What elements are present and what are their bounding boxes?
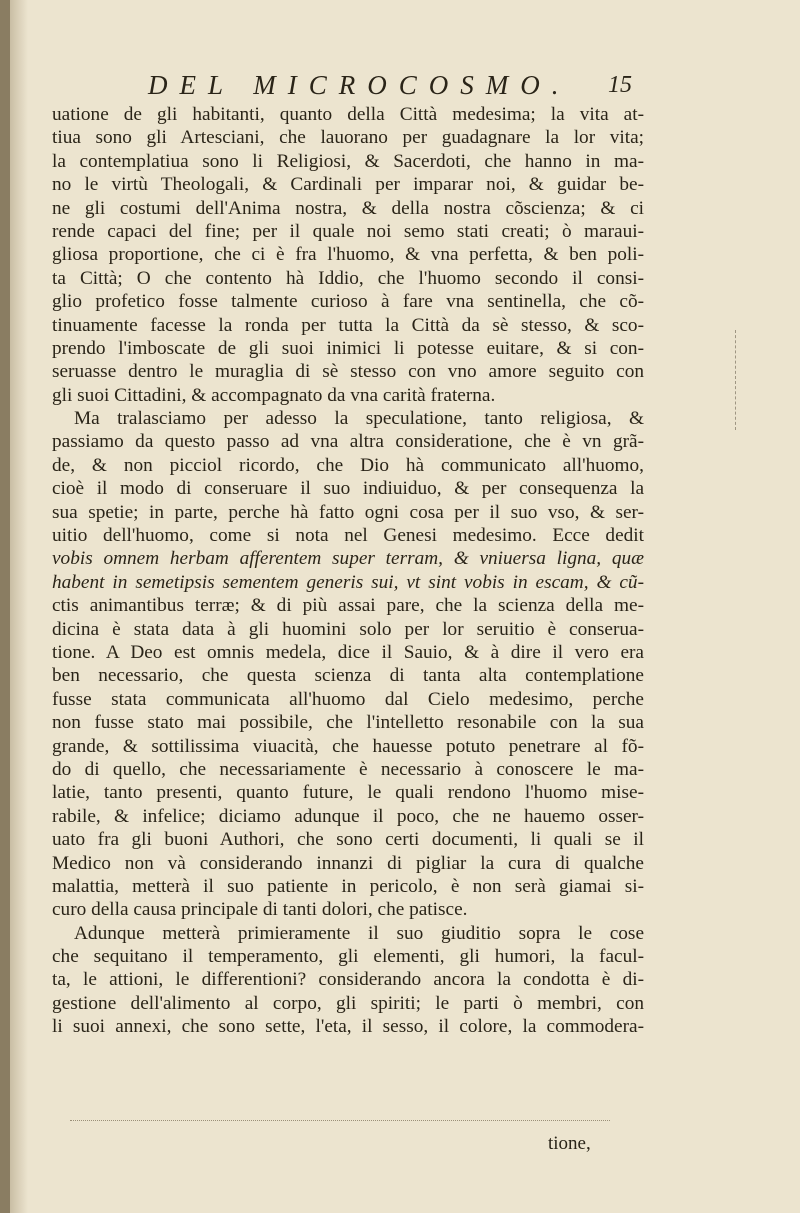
text-line: dicina è stata data à gli huomini solo per lor seruitio è conserua- <box>52 618 644 640</box>
page-number: 15 <box>608 72 632 98</box>
text-line: passiamo da questo passo ad vna altra consideratione, che è vn grã- <box>52 431 644 453</box>
text-line: tinuamente facesse la ronda per tutta la Città da sè stesso, & sco- <box>52 314 644 336</box>
text-line: seruasse dentro le muraglia di sè stesso con vno amore seguito con <box>52 361 644 383</box>
text-line: gli suoi Cittadini, & accompagnato da vna carità fraterna. <box>52 384 496 406</box>
text-line: glio profetico fosse talmente curioso à fare vna sentinella, che cõ- <box>52 291 644 313</box>
text-line: latie, tanto presenti, quanto future, le quali rendono l'huomo mise- <box>52 782 644 804</box>
text-line: tiua sono gli Artesciani, che lauorano per guadagnare la lor vita; <box>52 127 644 149</box>
text-line: Adunque metterà primieramente il suo giuditio sopra le cose <box>74 922 644 944</box>
text-line: prendo l'imboscate de gli suoi inimici li potesse euitare, & si con- <box>52 337 644 359</box>
text-line: malattia, metterà il suo patiente in pericolo, è non serà giamai si- <box>52 875 644 897</box>
text-line: uato fra gli buoni Authori, che sono certi documenti, li quali se il <box>52 829 644 851</box>
text-line: cioè il modo di conseruare il suo indiuiduo, & per consequenza la <box>52 478 644 500</box>
text-line: vobis omnem herbam afferentem super terram, & vniuersa ligna, quæ <box>52 548 644 570</box>
body-text <box>52 103 644 1039</box>
text-line: non fusse stato mai possibile, che l'intelletto resonabile con la sua <box>52 712 644 734</box>
page-gutter-shadow <box>10 0 28 1213</box>
text-line: ta, le attioni, le differentioni? considerando ancora la condotta è di- <box>52 969 644 991</box>
text-line: la contemplatiua sono li Religiosi, & Sacerdoti, che hanno in ma- <box>52 150 644 172</box>
text-line: ne gli costumi dell'Anima nostra, & della nostra cõscienza; & ci <box>52 197 644 219</box>
text-line: tione. A Deo est omnis medela, dice il Sauio, & à dire il vero era <box>52 641 644 663</box>
text-line: no le virtù Theologali, & Cardinali per imparar noi, & guidar be- <box>52 174 644 196</box>
text-line: fusse stata communicata all'huomo dal Cielo medesimo, perche <box>52 688 644 710</box>
page-footer-rule <box>70 1120 610 1122</box>
text-line: do di quello, che necessariamente è necessario à conoscere le ma- <box>52 758 644 780</box>
margin-bleed-mark <box>735 330 739 430</box>
text-line: de, & non picciol ricordo, che Dio hà communicato all'huomo, <box>52 454 644 476</box>
text-line: gliosa proportione, che ci è fra l'huomo, & vna perfetta, & ben poli- <box>52 244 644 266</box>
text-line: sua spetie; in parte, perche hà fatto ogni cosa per il suo vso, & ser- <box>52 501 644 523</box>
text-line: Ma tralasciamo per adesso la speculatione, tanto religiosa, & <box>74 408 644 430</box>
text-line: rende capaci del fine; per il quale noi semo stati creati; ò maraui- <box>52 220 644 242</box>
text-line: rabile, & infelice; diciamo adunque il poco, che ne hauemo osser- <box>52 805 644 827</box>
text-line: ctis animantibus terræ; & di più assai pare, che la scienza della me- <box>52 595 644 617</box>
catchword: tione, <box>548 1133 591 1154</box>
text-line: li suoi annexi, che sono sette, l'eta, il sesso, il colore, la commodera- <box>52 1016 644 1038</box>
text-line: ben necessario, che questa scienza di tanta alta contemplatione <box>52 665 644 687</box>
page-binding-edge <box>0 0 10 1213</box>
text-line: grande, & sottilissima viuacità, che hauesse potuto penetrare al fõ- <box>52 735 644 757</box>
text-line: uitio dell'huomo, come si nota nel Genesi medesimo. Ecce dedit <box>52 525 644 547</box>
text-line: uatione de gli habitanti, quanto della Città medesima; la vita at- <box>52 104 644 125</box>
text-line: habent in semetipsis sementem generis sui, vt sint vobis in escam, & cũ- <box>52 571 644 593</box>
text-line: che sequitano il temperamento, gli elementi, gli humori, la facul- <box>52 946 644 968</box>
text-line: gestione dell'alimento al corpo, gli spiriti; le parti ò membri, con <box>52 992 644 1014</box>
text-line: Medico non và considerando innanzi di pigliar la cura di qualche <box>52 852 644 874</box>
text-line: ta Città; O che contento hà Iddio, che l'huomo secondo il consi- <box>52 267 644 289</box>
text-line: curo della causa principale di tanti dolori, che patisce. <box>52 899 468 921</box>
running-head: DEL MICROCOSMO. <box>148 70 571 100</box>
